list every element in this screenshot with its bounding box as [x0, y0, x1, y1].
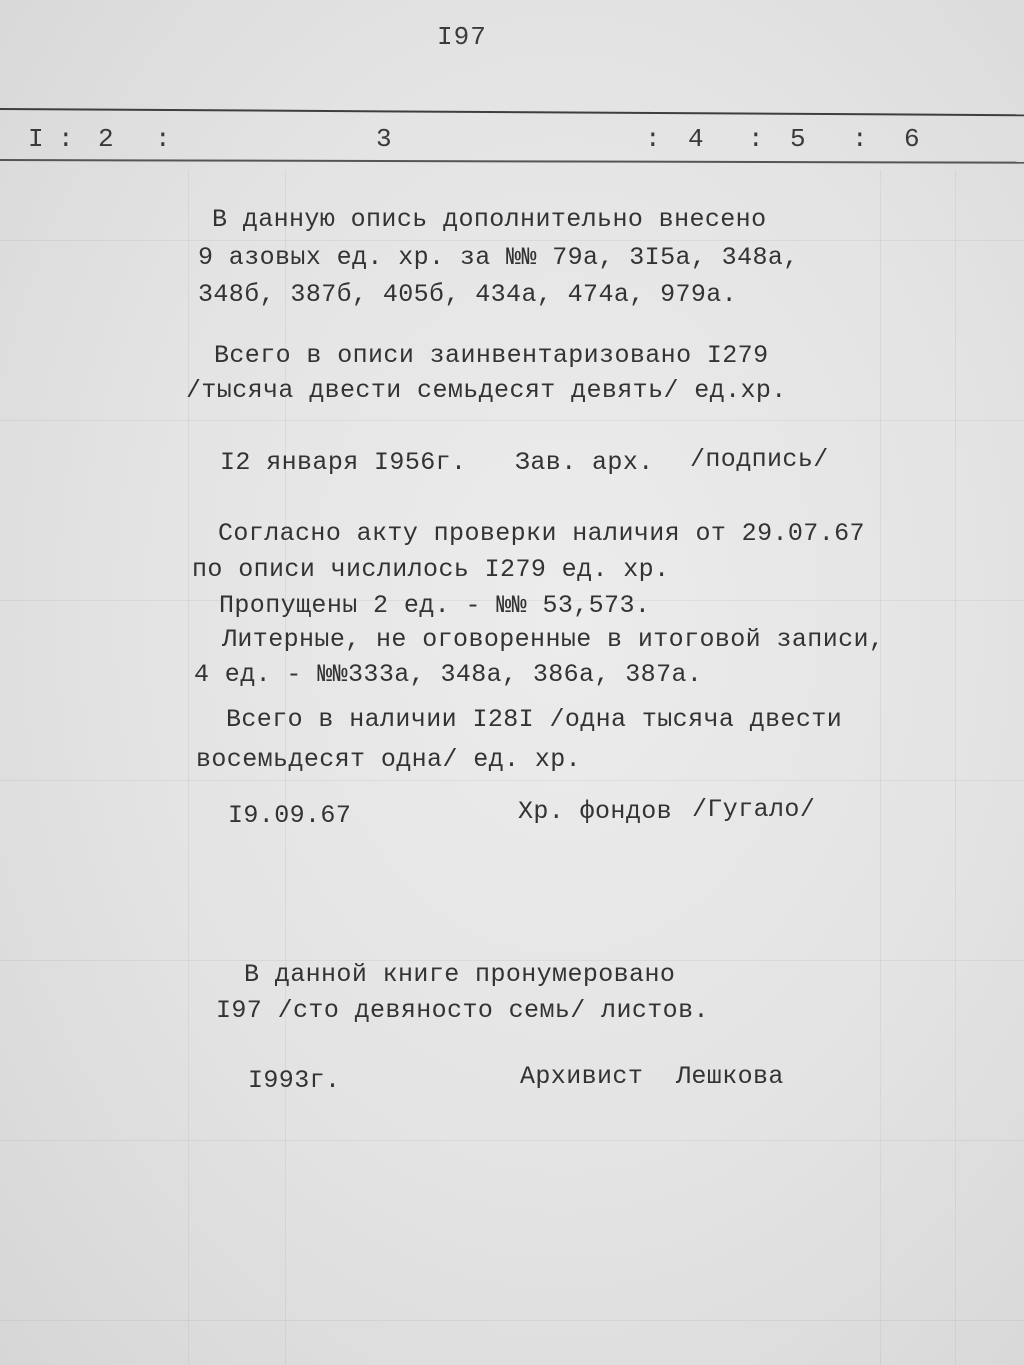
column-separator: : — [852, 124, 868, 154]
text-line: Пропущены 2 ед. - №№ 53,573. — [219, 591, 651, 620]
column-separator: : — [58, 124, 74, 154]
signature-text: Лешкова — [676, 1062, 784, 1091]
text-line: Литерные, не оговоренные в итоговой записи, — [222, 625, 885, 654]
header-rule-bottom — [0, 159, 1024, 163]
date-text: I9.09.67 — [228, 801, 352, 830]
text-line: В данной книге пронумеровано — [244, 960, 676, 989]
signer-title: Хр. фондов — [518, 797, 673, 826]
column-5-label: 5 — [790, 124, 806, 154]
column-separator: : — [155, 124, 171, 154]
text-line: 9 азовых ед. хр. за №№ 79а, 3I5а, 348а, — [198, 243, 799, 272]
grid-line — [188, 170, 189, 1365]
grid-line — [0, 1320, 1024, 1321]
date-text: I2 января I956г. — [220, 448, 467, 477]
column-separator: : — [645, 124, 661, 154]
text-line: В данную опись дополнительно внесено — [212, 205, 767, 234]
column-1-label: I — [28, 124, 44, 154]
grid-line — [0, 420, 1024, 421]
column-3-label: 3 — [376, 124, 392, 154]
text-line: I97 /сто девяносто семь/ листов. — [216, 996, 709, 1025]
text-line: восемьдесят одна/ ед. хр. — [196, 745, 582, 774]
grid-line — [0, 780, 1024, 781]
signer-title: Зав. арх. — [515, 448, 654, 477]
text-line: Всего в наличии I28I /одна тысяча двести — [226, 705, 843, 734]
page-number: I97 — [437, 22, 487, 52]
signature-text: /Гугало/ — [692, 795, 816, 824]
column-6-label: 6 — [904, 124, 920, 154]
text-line: 348б, 387б, 405б, 434а, 474а, 979а. — [198, 280, 738, 309]
grid-line — [0, 1140, 1024, 1141]
grid-line — [880, 170, 881, 1365]
text-line: 4 ед. - №№333а, 348а, 386а, 387а. — [194, 660, 703, 689]
signature-text: /подпись/ — [690, 445, 829, 474]
column-separator: : — [748, 124, 764, 154]
text-line: Всего в описи заинвентаризовано I279 — [214, 341, 769, 370]
grid-line — [0, 240, 1024, 241]
header-rule-top — [0, 108, 1024, 116]
grid-line — [955, 170, 956, 1365]
text-line: /тысяча двести семьдесят девять/ ед.хр. — [186, 376, 787, 405]
signer-title: Архивист — [520, 1062, 644, 1091]
column-2-label: 2 — [98, 124, 114, 154]
date-text: I993г. — [248, 1066, 341, 1095]
column-4-label: 4 — [688, 124, 704, 154]
text-line: Согласно акту проверки наличия от 29.07.67 — [218, 519, 865, 548]
text-line: по описи числилось I279 ед. хр. — [192, 555, 670, 584]
